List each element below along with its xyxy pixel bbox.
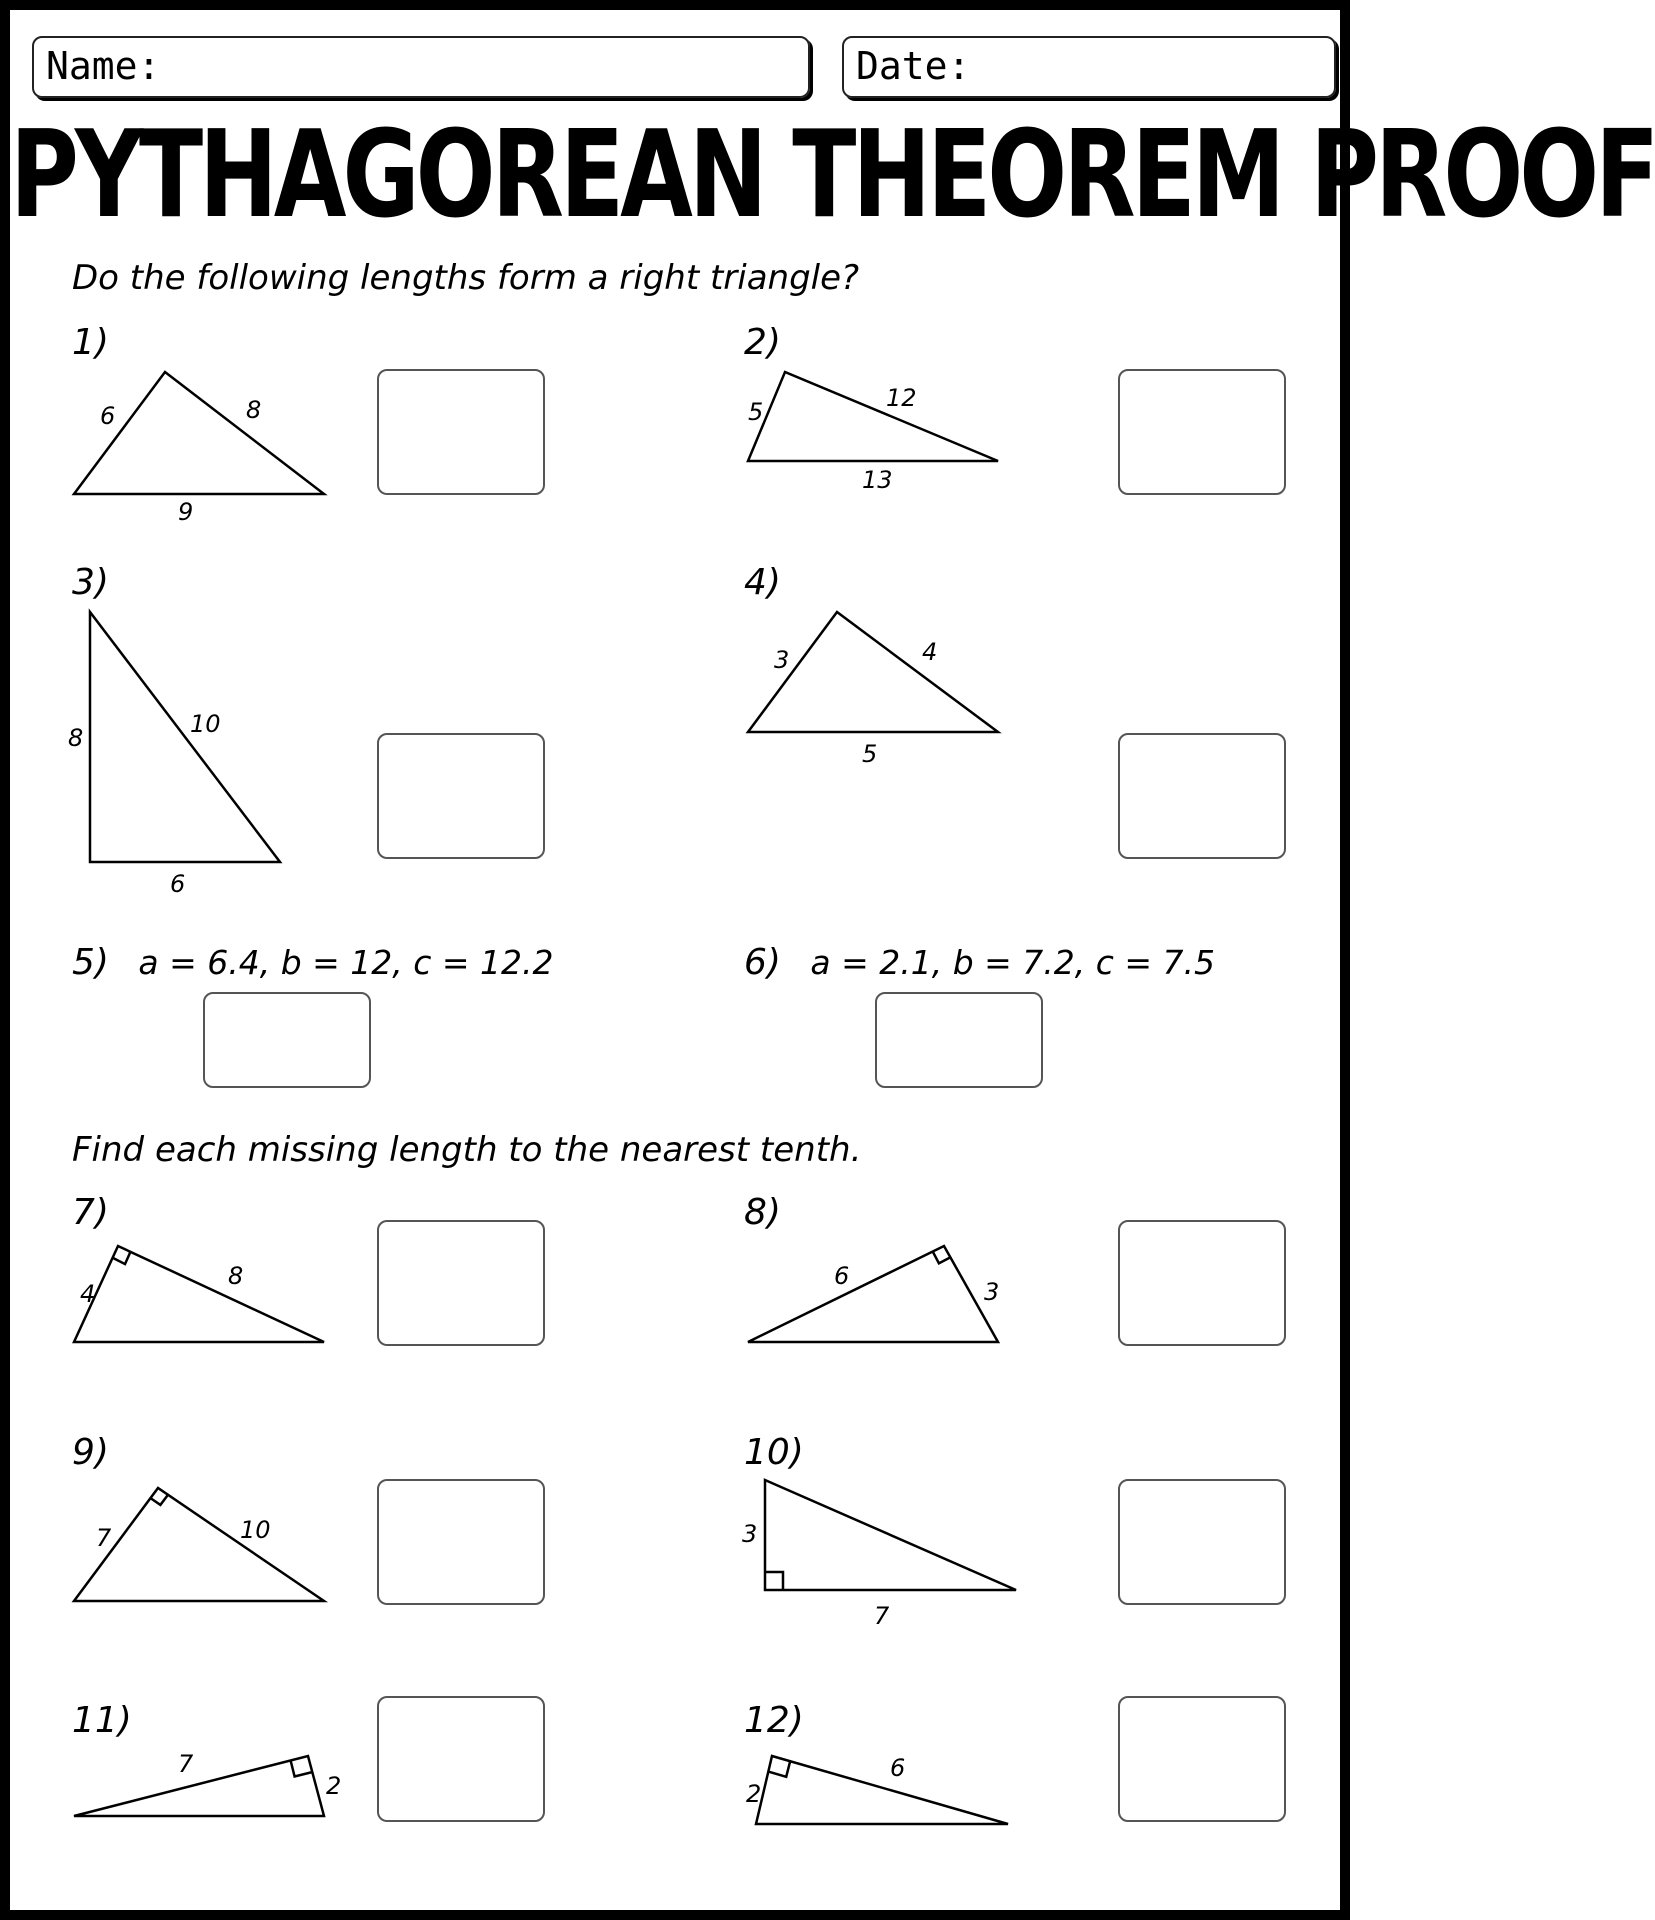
page-title: PYTHAGOREAN THEOREM PROOF <box>10 106 1655 246</box>
problem-7-number: 7) <box>72 1192 109 1233</box>
triangle-1-side-c: 9 <box>178 498 194 526</box>
triangle-10-side-a: 3 <box>742 1520 758 1548</box>
triangle-10-side-b: 7 <box>874 1602 890 1630</box>
triangle-1 <box>74 372 324 526</box>
problem-4-number: 4) <box>744 562 781 603</box>
triangle-7-side-a: 4 <box>80 1280 96 1308</box>
problem-10-number: 10) <box>744 1432 804 1473</box>
problem-6-number: 6) <box>744 942 781 983</box>
triangle-11-side-a: 7 <box>178 1750 194 1778</box>
triangle-12-side-a: 2 <box>746 1780 762 1808</box>
problem-3-number: 3) <box>72 562 109 603</box>
problem-12-number: 12) <box>744 1700 804 1741</box>
triangle-2 <box>748 372 998 494</box>
triangle-10 <box>742 1480 1016 1630</box>
problem-11-number: 11) <box>72 1700 132 1741</box>
triangle-2-side-a: 5 <box>748 398 764 426</box>
triangle-7 <box>74 1246 324 1342</box>
triangle-4-side-c: 5 <box>862 740 878 768</box>
triangle-1-side-b: 8 <box>246 396 262 424</box>
triangle-11 <box>74 1750 341 1816</box>
date-label: Date: <box>856 44 971 88</box>
triangle-2-side-b: 12 <box>886 384 917 412</box>
triangle-9-side-b: 10 <box>240 1516 271 1544</box>
problem-9-number: 9) <box>72 1432 109 1473</box>
triangle-4-side-a: 3 <box>774 646 790 674</box>
instruction-missing-length: Find each missing length to the nearest tenth. <box>72 1130 862 1170</box>
problem-1-number: 1) <box>72 322 109 363</box>
triangle-12-side-b: 6 <box>890 1754 906 1782</box>
triangle-1-side-a: 6 <box>100 402 116 430</box>
triangle-8-side-a: 6 <box>834 1262 850 1290</box>
problem-5-number: 5) <box>72 942 109 983</box>
triangle-2-side-c: 13 <box>862 466 893 494</box>
triangle-3-side-c: 6 <box>170 870 186 898</box>
triangle-8-side-b: 3 <box>984 1278 1000 1306</box>
name-label: Name: <box>46 44 161 88</box>
triangle-12 <box>746 1754 1008 1824</box>
problem-2-number: 2) <box>744 322 781 363</box>
triangle-4 <box>748 612 998 768</box>
problem-5-values: a = 6.4, b = 12, c = 12.2 <box>138 943 554 982</box>
triangle-figures <box>10 10 1340 1910</box>
triangle-4-side-b: 4 <box>922 638 938 666</box>
triangle-9 <box>74 1488 324 1601</box>
problem-6-values: a = 2.1, b = 7.2, c = 7.5 <box>810 943 1216 982</box>
problem-8-number: 8) <box>744 1192 781 1233</box>
triangle-3-side-b: 10 <box>190 710 221 738</box>
triangle-8 <box>748 1246 999 1342</box>
triangle-9-side-a: 7 <box>96 1524 112 1552</box>
triangle-7-side-b: 8 <box>228 1262 244 1290</box>
triangle-3-side-a: 8 <box>68 724 84 752</box>
instruction-right-triangle: Do the following lengths form a right triangle? <box>72 258 860 298</box>
triangle-3 <box>68 612 280 898</box>
triangle-11-side-b: 2 <box>326 1772 342 1800</box>
